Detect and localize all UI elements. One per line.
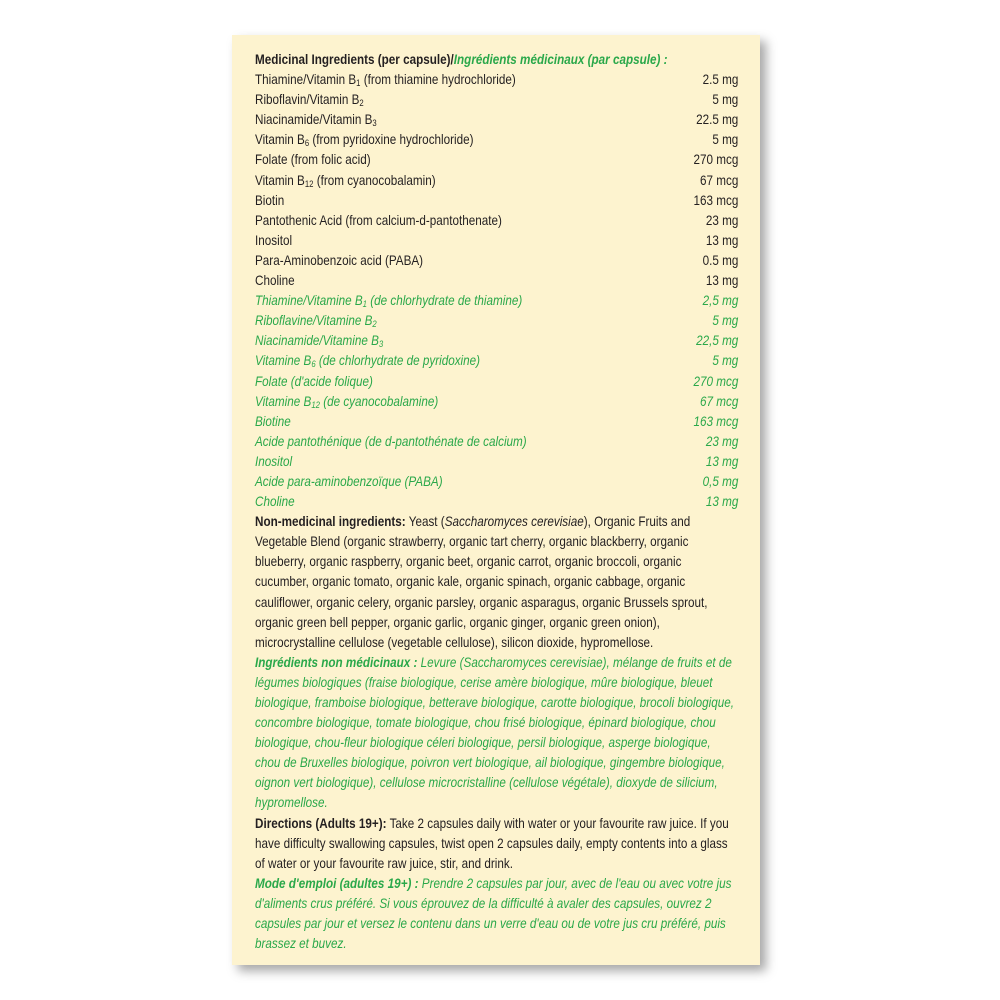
ingredient-amount: 67 mcg: [699, 393, 739, 409]
ingredient-row: [255, 171, 738, 191]
ingredient-name: Vitamin $B_6$ (from pyridoxine hydrochloride): [255, 132, 474, 149]
ingredient-row: [255, 351, 738, 371]
ingredient-amount: 270 mcg: [693, 373, 739, 389]
ingredient-row: [255, 492, 738, 512]
non-medicinal-text-en-2: ), Organic Fruits and Vegetable Blend (organic strawberry, organic tart cherry, organic blackberry, organic blueberry, organic raspberry, organic beet, organic carrot, organic broccoli, organic cucumber, organic tomato, organic kale, organic spinach, organic cabbage, organic cauliflower, organic celery, organic parsley, organic asparagus, organic Brussels sprout, organic green bell pepper, organic garlic, organic ginger, organic green onion), microcrystalline cellulose (vegetable cellulose), silicon dioxide, hypromellose.: [255, 514, 708, 650]
ingredient-row: [255, 412, 738, 432]
ingredient-name: Thiamine/Vitamin $B_1$ (from thiamine hydrochloride): [255, 72, 516, 89]
ingredient-row: [255, 130, 738, 150]
ingredient-row: [255, 70, 738, 90]
ingredient-amount: 5 mg: [712, 353, 739, 369]
ingredient-row: [255, 432, 738, 452]
ingredient-row: [255, 271, 738, 291]
ingredient-row: [255, 472, 738, 492]
ingredient-amount: 23 mg: [705, 433, 739, 449]
medicinal-heading-fr: Ingrédients médicinaux (par capsule) :: [453, 52, 668, 67]
ingredient-amount: 13 mg: [705, 232, 739, 248]
ingredient-name: Biotin: [255, 192, 285, 208]
ingredient-row: [255, 231, 738, 251]
directions-label-en: Directions (Adults 19+):: [255, 815, 387, 831]
ingredient-name: Para-Aminobenzoic acid (PABA): [255, 252, 424, 268]
non-medicinal-text-fr: Levure (Saccharomyces cerevisiae), mélange de fruits et de légumes biologiques (fraise biologique, cerise amère biologique, mûre biologique, bleuet biologique, framboise biologique, betterave biologique, carotte biologique, brocoli biologique, concombre biologique, tomate biologique, chou frisé biologique, épinard biologique, chou biologique, chou-fleur biologique céleri biologique, persil biologique, asperge biologique, chou de Bruxelles biologique, poivron vert biologique, ail biologique, gingembre biologique, oignon vert biologique), cellulose microcristalline (cellulose végétale), dioxyde de silicium, hypromellose.: [255, 654, 735, 811]
ingredient-name: Vitamine $B_6$ (de chlorhydrate de pyridoxine): [255, 353, 481, 370]
ingredient-row: [255, 331, 738, 351]
ingredient-row: [255, 291, 738, 311]
ingredient-row: [255, 110, 738, 130]
ingredient-amount: 22.5 mg: [696, 112, 739, 128]
ingredient-name: Folate (d'acide folique): [255, 373, 373, 389]
ingredient-amount: 5 mg: [712, 132, 739, 148]
ingredient-name: Folate (from folic acid): [255, 152, 371, 168]
ingredient-row: [255, 452, 738, 472]
non-medicinal-en: [255, 512, 738, 653]
ingredient-row: [255, 191, 738, 211]
ingredient-name: Inositol: [255, 453, 293, 469]
non-medicinal-species-en: Saccharomyces cerevisiae: [444, 514, 584, 530]
non-medicinal-label-fr: Ingrédients non médicinaux :: [255, 654, 418, 670]
directions-text-en: Take 2 capsules daily with water or your favourite raw juice. If you have difficulty swallowing capsules, twist open 2 capsules daily, empty contents into a glass of water or your favourite raw juice, stir, and drink.: [255, 815, 729, 871]
ingredient-name: Vitamine $B_{12}$ (de cyanocobalamine): [255, 393, 439, 410]
ingredient-name: Thiamine/Vitamine $B_1$ (de chlorhydrate de thiamine): [255, 293, 523, 310]
ingredient-amount: 13 mg: [705, 494, 739, 510]
ingredient-name: Riboflavine/Vitamine $B_2$: [255, 313, 377, 330]
ingredient-amount: 13 mg: [705, 273, 739, 289]
ingredient-amount: 0.5 mg: [702, 252, 739, 268]
directions-label-fr: Mode d'emploi (adultes 19+) :: [255, 875, 419, 891]
ingredient-row: [255, 392, 738, 412]
directions-fr: [255, 874, 738, 954]
ingredient-name: Choline: [255, 494, 295, 510]
ingredient-amount: 67 mcg: [699, 172, 739, 188]
non-medicinal-fr: [255, 653, 738, 814]
medicinal-list-fr: [255, 291, 738, 512]
medicinal-list-en: [255, 70, 738, 291]
directions-text-fr: Prendre 2 capsules par jour, avec de l'eau ou avec votre jus d'aliments crus préféré. Si vous éprouvez de la difficulté à avaler des capsules, ouvrez 2 capsules par jour et versez le contenu dans un verre d'eau ou de votre jus cru préféré, puis brassez et buvez.: [255, 875, 732, 952]
ingredient-amount: 2,5 mg: [702, 293, 739, 309]
ingredient-row: [255, 311, 738, 331]
ingredient-name: Choline: [255, 273, 295, 289]
ingredient-name: Vitamin $B_{12}$ (from cyanocobalamin): [255, 172, 436, 189]
ingredient-name: Niacinamide/Vitamine $B_3$: [255, 333, 384, 350]
ingredient-amount: 22,5 mg: [696, 333, 739, 349]
ingredient-name: Acide pantothénique (de d-pantothénate de calcium): [255, 433, 527, 449]
ingredient-row: [255, 150, 738, 170]
medicinal-heading: [255, 50, 738, 70]
ingredient-amount: 0,5 mg: [702, 473, 739, 489]
non-medicinal-text-en-1: Yeast (: [405, 514, 445, 530]
ingredient-amount: 163 mcg: [693, 413, 739, 429]
non-medicinal-label-en: Non-medicinal ingredients:: [255, 514, 406, 530]
label-content: [255, 50, 738, 954]
ingredient-name: Acide para-aminobenzoïque (PABA): [255, 473, 443, 489]
ingredient-name: Riboflavin/Vitamin $B_2$: [255, 92, 364, 109]
ingredient-row: [255, 90, 738, 110]
ingredient-amount: 13 mg: [705, 453, 739, 469]
ingredient-amount: 163 mcg: [693, 192, 739, 208]
ingredient-name: Inositol: [255, 232, 293, 248]
ingredient-amount: 5 mg: [712, 313, 739, 329]
directions-en: [255, 814, 738, 874]
ingredient-name: Biotine: [255, 413, 291, 429]
ingredient-amount: 2.5 mg: [702, 72, 739, 88]
ingredient-row: [255, 372, 738, 392]
ingredient-amount: 270 mcg: [693, 152, 739, 168]
medicinal-heading-en: Medicinal Ingredients (per capsule)/: [255, 52, 454, 67]
ingredient-amount: 23 mg: [705, 212, 739, 228]
ingredient-amount: 5 mg: [712, 92, 739, 108]
ingredient-row: [255, 211, 738, 231]
ingredient-row: [255, 251, 738, 271]
ingredient-name: Pantothenic Acid (from calcium-d-pantothenate): [255, 212, 502, 228]
ingredient-name: Niacinamide/Vitamin $B_3$: [255, 112, 377, 129]
